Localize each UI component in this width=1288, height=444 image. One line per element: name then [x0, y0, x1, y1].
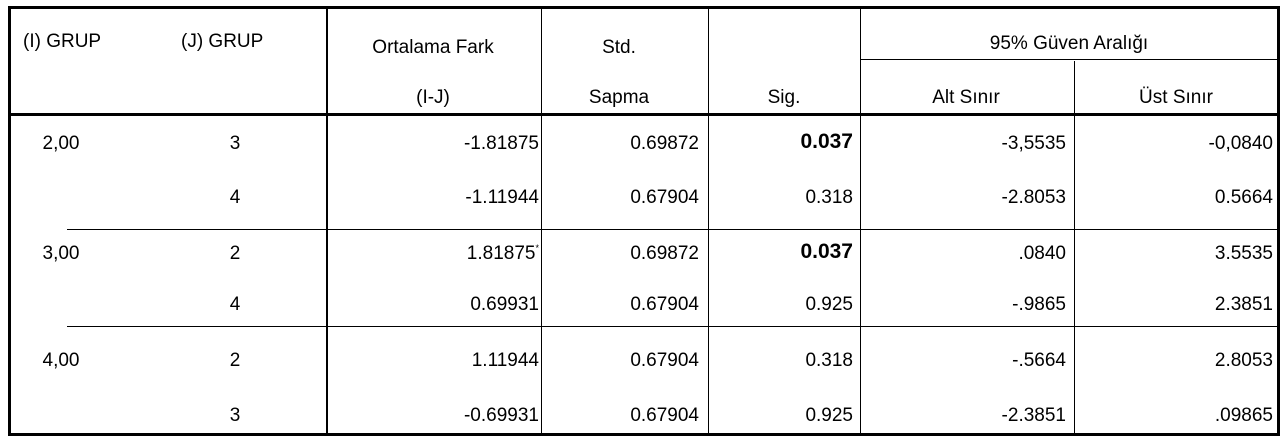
row-sig: 0.925	[805, 405, 853, 426]
header-ci-lower: Alt Sınır	[932, 87, 1000, 108]
row-ci-upper: 2.8053	[1214, 350, 1273, 371]
row-mean-diff: 0.69931	[470, 294, 539, 315]
row-std-error: 0.67904	[630, 405, 699, 426]
header-mean-diff: Ortalama Fark	[372, 37, 494, 58]
col-divider	[326, 9, 328, 433]
header-std-sub: Sapma	[588, 87, 650, 108]
row-ci-lower: -2.8053	[1001, 187, 1066, 208]
row-i-grup: 4,00	[42, 350, 80, 371]
row-sig: 0.037	[800, 240, 853, 263]
header-ci-upper: Üst Sınır	[1139, 87, 1213, 108]
row-j-grup: 3	[229, 405, 241, 426]
header-std: Std.	[602, 37, 636, 58]
header-bottom-border	[11, 113, 1277, 116]
row-mean-diff: -1.11944	[465, 187, 539, 208]
header-i-grup: (I) GRUP	[23, 31, 102, 52]
col-divider	[860, 9, 861, 433]
col-divider	[1074, 61, 1075, 433]
row-std-error: 0.67904	[630, 350, 699, 371]
row-i-grup: 3,00	[42, 243, 80, 264]
row-sig: 0.037	[800, 130, 853, 153]
row-mean-diff: -1.81875	[463, 133, 539, 154]
significance-marker: *	[535, 243, 539, 253]
row-ci-upper: 0.5664	[1214, 187, 1273, 208]
group-divider	[67, 326, 1277, 327]
row-ci-upper: 2.3851	[1214, 294, 1273, 315]
row-ci-upper: -0,0840	[1208, 133, 1273, 154]
group-divider	[67, 229, 1277, 230]
row-ci-upper: 3.5535	[1214, 243, 1273, 264]
header-sig: Sig.	[767, 87, 801, 108]
row-std-error: 0.67904	[630, 294, 699, 315]
row-ci-lower: .0840	[1018, 243, 1066, 264]
row-mean-diff: -0.69931	[463, 405, 539, 426]
row-ci-lower: -3,5535	[1001, 133, 1066, 154]
post-hoc-comparison-table	[8, 6, 1280, 436]
header-mean-diff-sub: (I-J)	[416, 87, 450, 108]
row-mean-diff: 1.11944	[471, 350, 539, 371]
col-divider	[541, 9, 542, 433]
row-sig: 0.318	[805, 350, 853, 371]
ci-header-divider	[860, 59, 1277, 60]
row-std-error: 0.69872	[630, 243, 699, 264]
row-i-grup: 2,00	[42, 133, 80, 154]
row-std-error: 0.67904	[630, 187, 699, 208]
row-ci-upper: .09865	[1214, 405, 1273, 426]
row-j-grup: 4	[229, 187, 241, 208]
row-sig: 0.318	[805, 187, 853, 208]
row-j-grup: 3	[229, 133, 241, 154]
col-divider	[708, 9, 709, 433]
row-j-grup: 2	[229, 243, 241, 264]
row-j-grup: 4	[229, 294, 241, 315]
row-ci-lower: -.5664	[1012, 350, 1066, 371]
header-j-grup: (J) GRUP	[181, 31, 264, 52]
row-j-grup: 2	[229, 350, 241, 371]
row-ci-lower: -.9865	[1012, 294, 1066, 315]
row-mean-diff: 1.81875*	[466, 243, 539, 264]
row-sig: 0.925	[805, 294, 853, 315]
header-ci-title: 95% Güven Aralığı	[989, 33, 1149, 54]
row-ci-lower: -2.3851	[1001, 405, 1066, 426]
row-std-error: 0.69872	[630, 133, 699, 154]
